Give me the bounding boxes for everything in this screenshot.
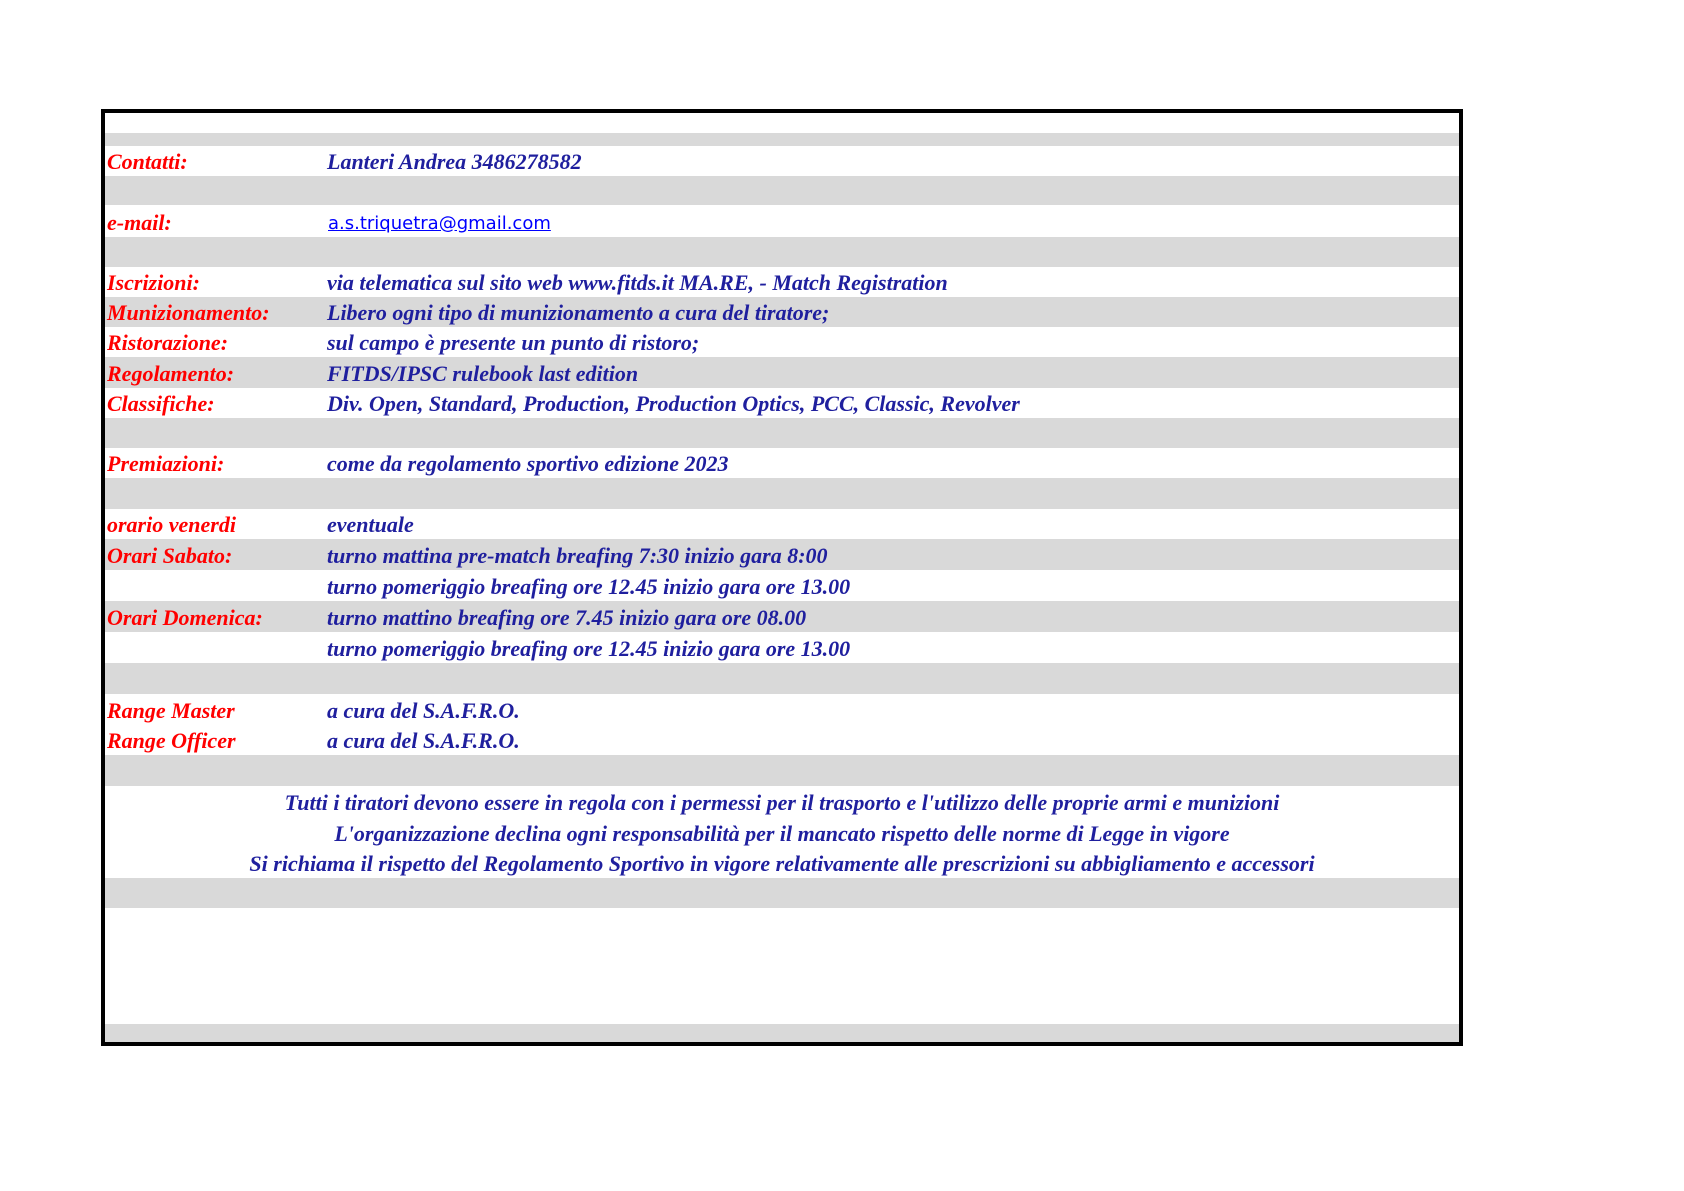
row-classifiche: [105, 388, 1459, 418]
range-master-value: a cura del S.A.F.R.O.: [327, 698, 520, 723]
email-label: e-mail:: [107, 210, 172, 235]
band-row: [105, 418, 1459, 448]
band-row: [105, 878, 1459, 908]
note-line-3: Si richiama il rispetto del Regolamento Sportivo in vigore relativamente alle prescrizioni su abbigliamento e accessori: [249, 851, 1315, 876]
row-sabato: [105, 539, 1459, 570]
spacer-row: [105, 113, 1459, 133]
row-munizionamento: [105, 297, 1459, 327]
note-line-1: Tutti i tiratori devono essere in regola con i permessi per il trasporto e l'utilizzo delle proprie armi e munizioni: [284, 790, 1280, 815]
row-range-master: [105, 694, 1459, 725]
row-sabato-2: [105, 570, 1459, 601]
blank-area: [105, 908, 1459, 1024]
row-iscrizioni: [105, 267, 1459, 297]
regolamento-value: FITDS/IPSC rulebook last edition: [327, 361, 639, 386]
row-ristorazione: [105, 327, 1459, 357]
domenica-value: turno mattino breafing ore 7.45 inizio gara ore 08.00: [327, 605, 807, 630]
band-row: [105, 133, 1459, 146]
range-master-label: Range Master: [107, 698, 235, 723]
munizionamento-value: Libero ogni tipo di munizionamento a cura del tiratore;: [327, 300, 830, 325]
row-note-1: [105, 786, 1459, 817]
classifiche-label: Classifiche:: [107, 391, 215, 416]
contatti-label: Contatti:: [107, 149, 188, 174]
row-note-2: [105, 817, 1459, 848]
sabato-value-2: turno pomeriggio breafing ore 12.45 inizio gara ore 13.00: [327, 574, 851, 599]
row-premiazioni: [105, 448, 1459, 478]
sabato-label: Orari Sabato:: [107, 543, 233, 568]
premiazioni-value: come da regolamento sportivo edizione 2023: [327, 451, 729, 476]
row-venerdi: [105, 509, 1459, 539]
ristorazione-value: sul campo è presente un punto di ristoro;: [327, 330, 700, 355]
iscrizioni-label: Iscrizioni:: [107, 270, 200, 295]
range-officer-label: Range Officer: [107, 728, 236, 753]
regolamento-label: Regolamento:: [107, 361, 235, 386]
band-row: [105, 663, 1459, 694]
row-email: [105, 205, 1459, 237]
info-sheet: [101, 109, 1463, 1046]
range-officer-value: a cura del S.A.F.R.O.: [327, 728, 520, 753]
domenica-label: Orari Domenica:: [107, 605, 263, 630]
row-range-officer: [105, 725, 1459, 755]
row-regolamento: [105, 357, 1459, 388]
venerdi-label: orario venerdi: [107, 512, 236, 537]
row-contatti: [105, 146, 1459, 176]
band-row: [105, 1024, 1459, 1046]
munizionamento-label: Munizionamento:: [107, 300, 270, 325]
band-row: [105, 237, 1459, 267]
row-note-3: [105, 848, 1459, 878]
row-domenica-2: [105, 632, 1459, 663]
note-line-2: L'organizzazione declina ogni responsabilità per il mancato rispetto delle norme di Legge in vigore: [334, 821, 1230, 846]
email-link[interactable]: a.s.triquetra@gmail.com: [328, 213, 551, 234]
row-domenica: [105, 601, 1459, 632]
sabato-value: turno mattina pre-match breafing 7:30 inizio gara 8:00: [327, 543, 828, 568]
band-row: [105, 478, 1459, 509]
domenica-value-2: turno pomeriggio breafing ore 12.45 inizio gara ore 13.00: [327, 636, 851, 661]
classifiche-value: Div. Open, Standard, Production, Production Optics, PCC, Classic, Revolver: [327, 391, 1020, 416]
band-row: [105, 176, 1459, 205]
contatti-value: Lanteri Andrea 3486278582: [327, 149, 582, 174]
premiazioni-label: Premiazioni:: [107, 451, 225, 476]
band-row: [105, 755, 1459, 786]
venerdi-value: eventuale: [327, 512, 414, 537]
ristorazione-label: Ristorazione:: [107, 330, 229, 355]
iscrizioni-value: via telematica sul sito web www.fitds.it MA.RE, - Match Registration: [327, 270, 948, 295]
